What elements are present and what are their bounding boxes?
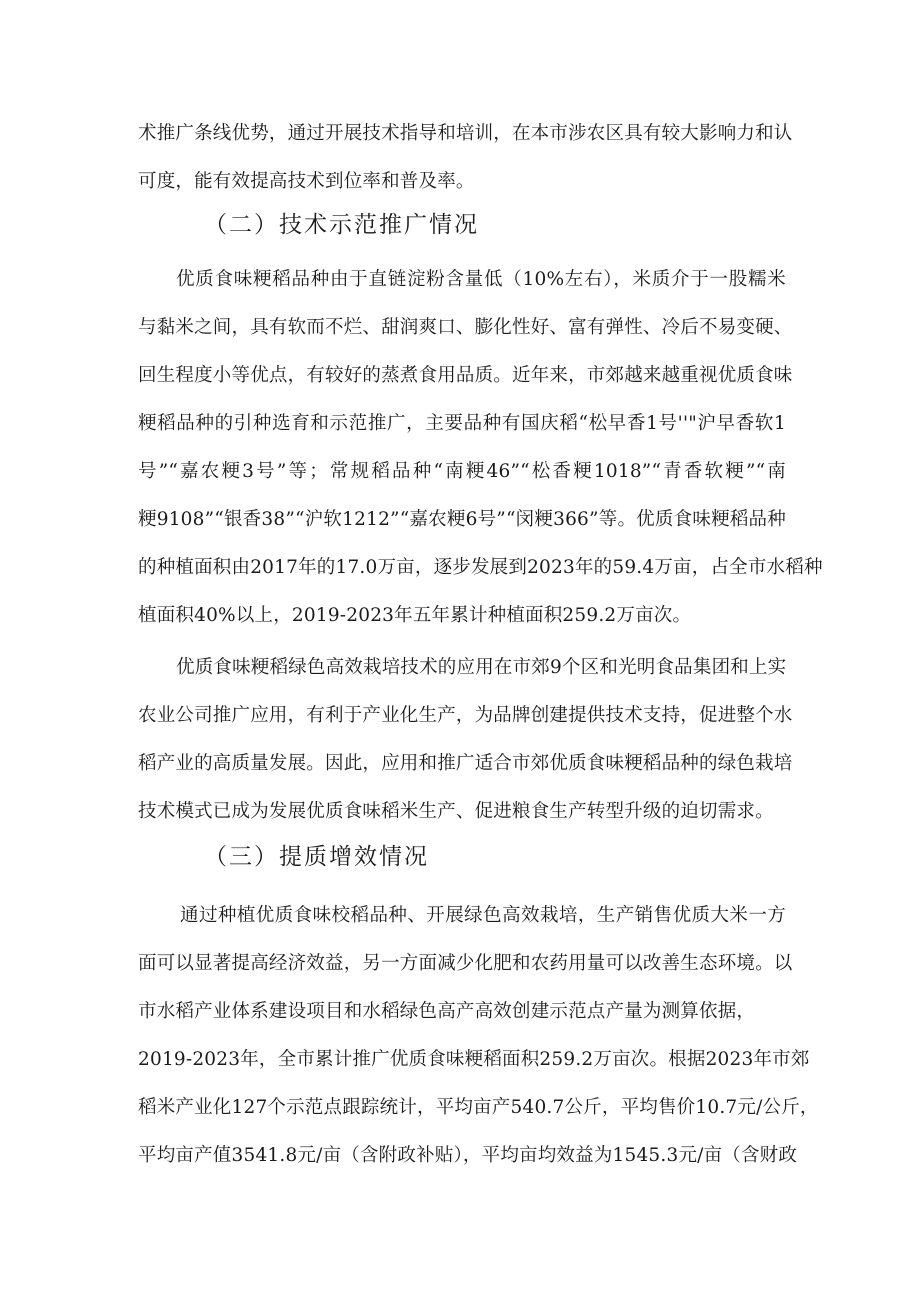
paragraph-line: 技术模式已成为发展优质食味稻米生产、促进粮食生产转型升级的迫切需求。 <box>138 801 774 822</box>
paragraph-line: 术推广条线优势，通过开展技术指导和培训，在本市涉农区具有较大影响力和认 <box>138 123 793 144</box>
paragraph-line: 号”“嘉农粳3号”等；常规稻品种“南粳46”“松香粳1018”“青香软粳”“南 <box>138 461 786 482</box>
section-heading: （二）技术示范推广情况 <box>204 212 479 238</box>
paragraph-line: 粳稻品种的引种选育和示范推广，主要品种有国庆稻“松早香1号''"沪早香软1 <box>138 413 786 434</box>
paragraph-line: 与黏米之间，具有软而不烂、甜润爽口、膨化性好、富有弹性、冷后不易变硬、 <box>138 317 793 338</box>
paragraph-line: 植面积40%以上，2019-2023年五年累计种植面积259.2万亩次。 <box>138 605 692 626</box>
paragraph-line: 稻产业的高质量发展。因此，应用和推广适合市郊优质食味粳稻品种的绿色栽培 <box>138 753 793 774</box>
paragraph-line: 面可以显著提高经济效益，另一方面减少化肥和农药用量可以改善生态环境。以 <box>138 953 793 974</box>
section-heading: （三）提质增效情况 <box>204 844 429 870</box>
paragraph-line: 优质食味粳稻品种由于直链淀粉含量低（10%左右），米质介于一股糯米 <box>176 269 786 290</box>
paragraph-line: 稻米产业化127个示范点跟踪统计，平均亩产540.7公斤，平均售价10.7元/公斤， <box>138 1097 819 1118</box>
paragraph-line: 粳9108”“银香38”“沪软1212”“嘉农粳6号”“闵粳366”等。优质食味粳稻品种 <box>138 509 786 530</box>
paragraph-line: 可度，能有效提高技术到位率和普及率。 <box>138 171 475 192</box>
paragraph-line: 回生程度小等优点，有较好的蒸煮食用品质。近年来，市郊越来越重视优质食味 <box>138 365 793 386</box>
paragraph-line: 平均亩产值3541.8元/亩（含附政补贴），平均亩均效益为1545.3元/亩（含财政 <box>138 1145 798 1166</box>
paragraph-line: 优质食味粳稻绿色高效栽培技术的应用在市郊9个区和光明食品集团和上实 <box>176 657 787 678</box>
paragraph-line: 2019-2023年，全市累计推广优质食味粳稻面积259.2万亩次。根据2023年市郊 <box>138 1049 810 1070</box>
paragraph-line: 市水稻产业体系建设项目和水稻绿色高产高效创建示范点产量为测算依据， <box>138 1001 756 1022</box>
paragraph-line: 农业公司推广应用，有利于产业化生产，为品牌创建提供技术支持，促进整个水 <box>138 705 793 726</box>
paragraph-line: 的种植面积由2017年的17.0万亩，逐步发展到2023年的59.4万亩，占全市水稻种 <box>138 557 823 578</box>
paragraph-line: 通过种植优质食味校稻品种、开展绿色高效栽培，生产销售优质大米一方 <box>180 905 786 926</box>
